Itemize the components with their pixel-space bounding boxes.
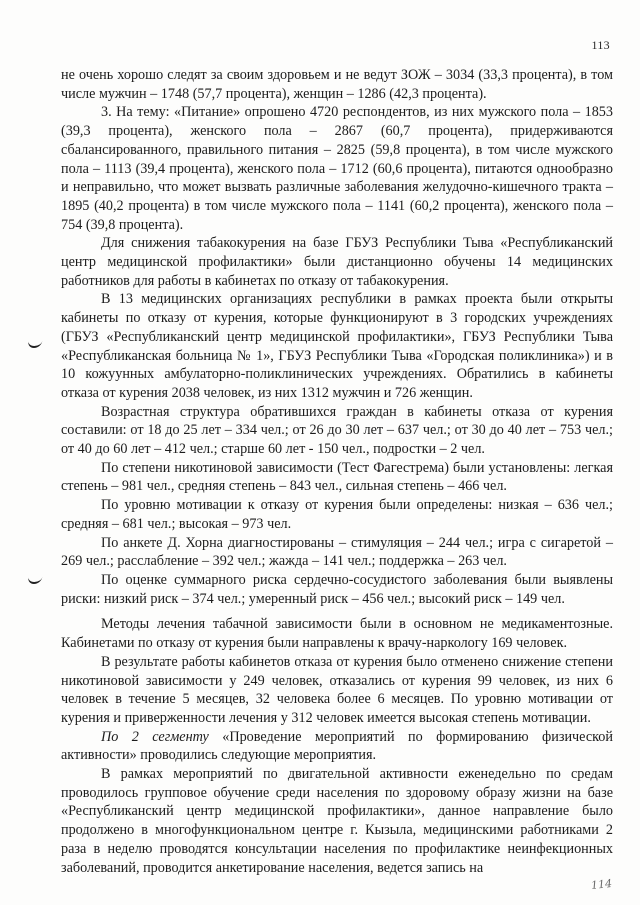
paragraph-results: В результате работы кабинетов отказа от курения было отменено снижение степени никотиновой зависимости у 249 человек, отказались от курения 99 человек, из них 6 человек в течение 5 месяцев, 32 человека более 6 месяцев. По уровню мотивации от курения и приверженности лечения у 312 человек имеется высокая степень мотивации. bbox=[61, 653, 613, 726]
paragraph-horn-questionnaire: По анкете Д. Хорна диагностированы – стимуляция – 244 чел.; игра с сигаретой – 269 чел.; расслабление – 392 чел.; жажда – 141 чел.; поддержка – 263 чел. bbox=[61, 534, 613, 570]
paragraph-motivation-level: По уровню мотивации к отказу от курения были определены: низкая – 636 чел.; средняя – 681 чел.; высокая – 973 чел. bbox=[61, 497, 613, 532]
paragraph-cessation-offices: В 13 медицинских организациях республики в рамках проекта были открыты кабинеты по отказу от курения, которые функционируют в 3 городских учреждениях (ГБУЗ «Республиканский центр медицинской профилактики», ГБУЗ Республики Тыва «Республиканская больница № 1», ГБУЗ Республики Тыва «Городская поликлиника») и в 10 кожуунных амбулаторно-поликлинических учреждениях. Обратились в кабинеты отказа от курения 2038 человек, из них 1312 мужчин и 726 женщин. bbox=[61, 291, 613, 401]
paragraph-zozh-survey-end: не очень хорошо следят за своим здоровьем и не ведут ЗОЖ – 3034 (33,3 процента), в том числе мужчин – 1748 (57,7 процента), женщин – 1286 (42,3 процента). bbox=[61, 67, 613, 102]
paragraph-treatment-methods: Методы лечения табачной зависимости были в основном не медикаментозные. Кабинетами по отказу от курения были направлены к врачу-наркологу 169 человек. bbox=[61, 616, 613, 652]
segment-2-emphasis: По 2 сегменту bbox=[101, 728, 209, 745]
margin-bracket-mark bbox=[27, 574, 43, 584]
handwritten-page-mark: 114 bbox=[590, 876, 613, 893]
paragraph-tobacco-training: Для снижения табакокурения на базе ГБУЗ Республики Тыва «Республиканский центр медицинской профилактики» были дистанционно обучены 14 медицинских работников для работы в кабинетах по отказу от табакокурения. bbox=[61, 235, 613, 289]
paragraph-cardiovascular-risk: По оценке суммарного риска сердечно-сосудистого заболевания были выявлены риски: низкий риск – 374 чел.; умеренный риск – 456 чел.; высокий риск – 149 чел. bbox=[61, 571, 613, 607]
paragraph-age-structure: Возрастная структура обратившихся граждан в кабинеты отказа от курения составили: от 18 до 25 лет – 334 чел.; от 26 до 30 лет – 637 чел.; от 30 до 40 лет – 753 чел.; от 40 до 60 лет – 412 чел.; старше 60 лет - 150 чел., подростки – 2 чел. bbox=[61, 403, 613, 458]
margin-bracket-mark bbox=[27, 338, 43, 348]
paragraph-nutrition-survey: 3. На тему: «Питание» опрошено 4720 респондентов, из них мужского пола – 1853 (39,3 процента), женского пола – 2867 (60,7 процента), придерживаются сбалансированного, правильного питания – 2825 (59,8 процента), в том числе мужского пола – 1113 (39,4 процента), женского пола – 1712 (60,6 процента), питаются однообразно и неправильно, что может вызвать различные заболевания желудочно-кишечного тракта – 1895 (40,2 процента) в том числе мужского пола – 1141 (60,2 процента), женского пола – 754 (39,8 процента). bbox=[61, 104, 613, 233]
paragraph-nicotine-dependence: По степени никотиновой зависимости (Тест Фагестрема) были установлены: легкая степень – 981 чел., средняя степень – 843 чел., сильная степень – 466 чел. bbox=[61, 459, 613, 495]
segment-2-text: «Проведение мероприятий по формированию физической активности» проводились следующие мероприятия. bbox=[61, 728, 613, 764]
document-text bbox=[61, 66, 613, 877]
page-number: 113 bbox=[591, 38, 610, 52]
paragraph-segment-2 bbox=[61, 728, 613, 765]
paragraph-physical-activity: В рамках мероприятий по двигательной активности еженедельно по средам проводилось групповое обучение среди населения по здоровому образу жизни на базе «Республиканский центр медицинской профилактики», данное направление было продолжено в многофункциональном центре г. Кызыла, медицинскими работниками 2 раза в неделю проводятся консультации населения по профилактике неинфекционных заболеваний, проводится анкетирование населения, ведется запись на bbox=[61, 766, 613, 876]
